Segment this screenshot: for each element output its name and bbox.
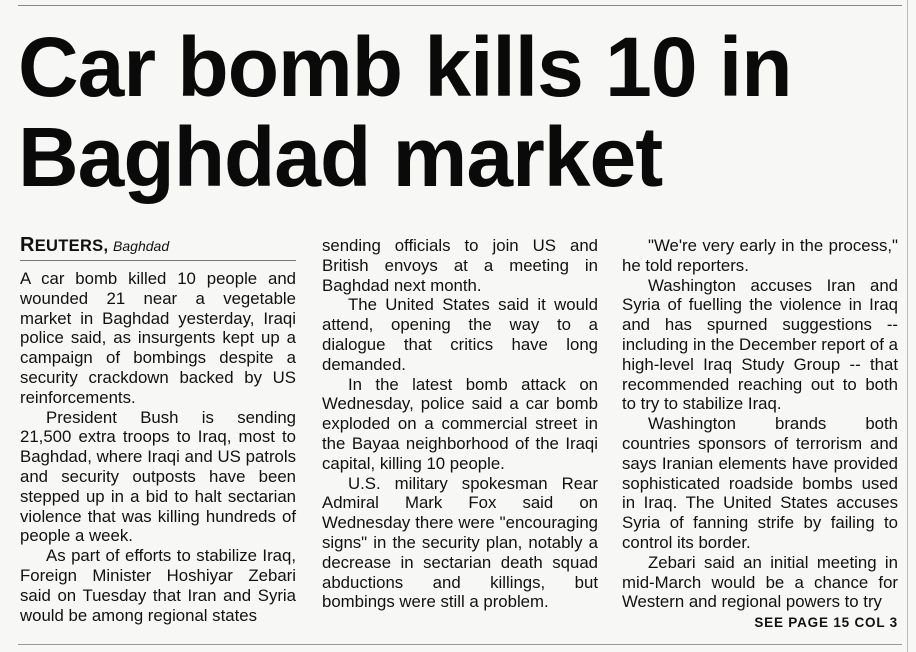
paragraph: Washington accuses Iran and Syria of fuelling the violence in Iraq and has spurned suggestions -- including in the December report of a high-level Iraq Study Group -- that recommended reaching out to both to try to stabilize Iraq.: [622, 275, 898, 414]
paragraph: Zebari said an initial meeting in mid-March would be a chance for Western and regional powers to try: [622, 552, 898, 612]
paragraph: Washington brands both countries sponsors of terrorism and says Iranian elements have provided sophisticated roadside bombs used in Iraq. The United States accuses Syria of fanning strife by failing to control its border.: [622, 414, 898, 552]
agency-name: REUTERS,: [20, 234, 109, 256]
dateline-place: Baghdad: [113, 238, 170, 254]
paragraph: The United States said it would attend, opening the way to a dialogue that critics have long demanded.: [322, 295, 598, 374]
paragraph: President Bush is sending 21,500 extra troops to Iraq, most to Baghdad, where Iraqi and US patrols and security outposts have been stepped up in a bid to halt sectarian violence that was killing hundreds of people a week.: [20, 407, 296, 546]
paragraph: In the latest bomb attack on Wednesday, police said a car bomb exploded on a commercial street in the Bayaa neighborhood of the Iraqi capital, killing 10 people.: [322, 374, 598, 473]
bottom-rule: [18, 644, 902, 645]
headline: Car bomb kills 10 in Baghdad market: [18, 20, 792, 204]
column-3: [622, 236, 898, 612]
continued-on-line: SEE PAGE 15 COL 3: [754, 615, 898, 630]
byline: [20, 236, 296, 261]
column-1: [20, 236, 296, 625]
paragraph: As part of efforts to stabilize Iraq, Foreign Minister Hoshiyar Zebari said on Tuesday that Iran and Syria would be among regional states: [20, 546, 296, 625]
right-edge-rule: [907, 0, 908, 652]
top-rule: [18, 5, 902, 6]
column-2: [322, 236, 598, 612]
paragraph: sending officials to join US and British envoys at a meeting in Baghdad next month.: [322, 236, 598, 295]
paragraph: A car bomb killed 10 people and wounded 21 near a vegetable market in Baghdad yesterday, Iraqi police said, as insurgents kept up a campaign of bombings despite a security crackdown backed by US reinforcements.: [20, 269, 296, 407]
paragraph: U.S. military spokesman Rear Admiral Mark Fox said on Wednesday there were "encouraging signs" in the security plan, notably a decrease in sectarian death squad abductions and killings, but bombings were still a problem.: [322, 473, 598, 612]
paragraph: "We're very early in the process," he told reporters.: [622, 236, 898, 275]
